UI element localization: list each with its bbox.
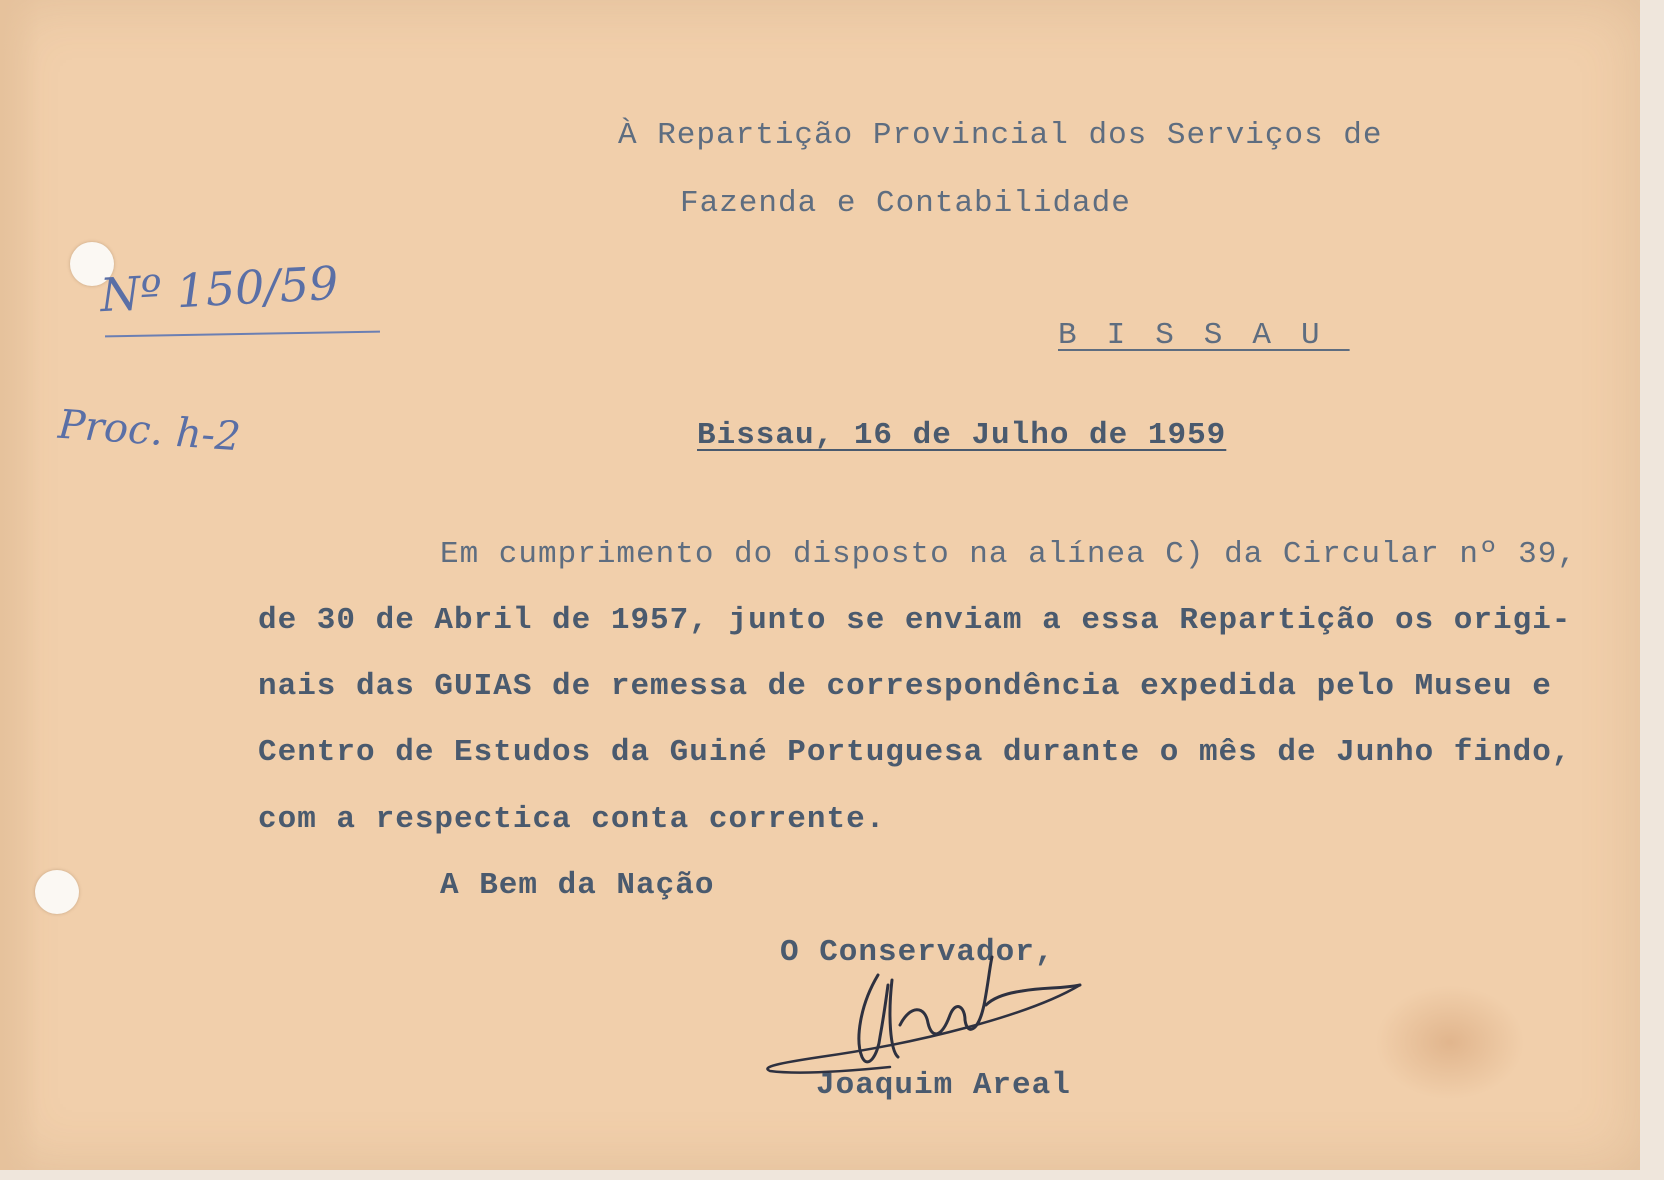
paper-stain: [1375, 985, 1525, 1100]
body-line-1: Em cumprimento do disposto na alínea C) da Circular nº 39,: [440, 537, 1577, 572]
paper-edge-shadow: [0, 0, 40, 1170]
date-line: Bissau, 16 de Julho de 1959: [697, 418, 1227, 453]
punch-hole-bottom: [35, 870, 79, 914]
body-line-4: Centro de Estudos da Guiné Portuguesa durante o mês de Junho findo,: [258, 735, 1572, 770]
closing-salutation: A Bem da Nação: [440, 868, 715, 903]
addressee-line-2: Fazenda e Contabilidade: [680, 186, 1131, 221]
signatory-name: Joaquim Areal: [816, 1068, 1071, 1103]
addressee-line-1: À Repartição Provincial dos Serviços de: [618, 118, 1383, 153]
handwritten-note: Proc. h-2: [56, 401, 243, 461]
handwritten-reference-number: Nº 150/59: [98, 255, 340, 323]
signatory-title: O Conservador,: [780, 935, 1055, 970]
body-line-5: com a respectica conta corrente.: [258, 802, 886, 837]
body-line-2: de 30 de Abril de 1957, junto se enviam a essa Repartição os origi-: [258, 603, 1572, 638]
handwritten-signature: [760, 945, 1100, 1085]
handwritten-underline: [105, 331, 380, 338]
city-heading: BISSAU: [1058, 318, 1350, 353]
body-line-3: nais das GUIAS de remessa de correspondência expedida pelo Museu e: [258, 669, 1552, 704]
